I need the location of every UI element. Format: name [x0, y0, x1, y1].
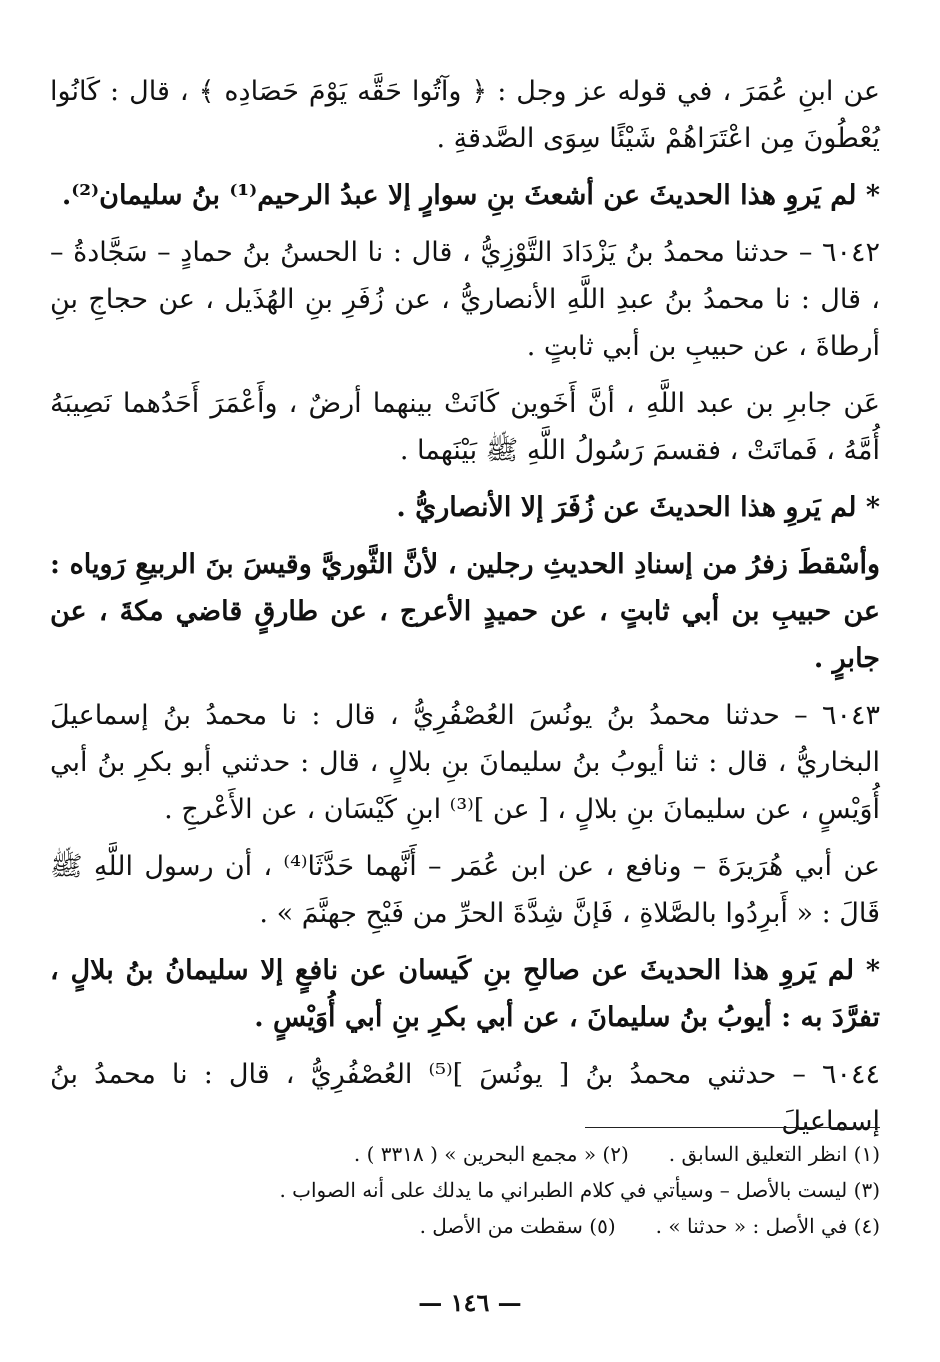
footnote-row — [60, 1136, 880, 1172]
footnote-3: (٣) ليست بالأصل – وسيأتي في كلام الطبراني ما يدلك على أنه الصواب . — [279, 1178, 880, 1202]
footnote-5: (٥) سقطت من الأصل . — [419, 1214, 616, 1238]
footnote-2: (٢) « مجمع البحرين » ( ٣٣١٨ ) . — [353, 1142, 629, 1166]
paragraph-4: عَن جابرِ بن عبد اللَّهِ ، أنَّ أَخَوين كَانَتْ بينهما أرضٌ ، وأَعْمَرَ أَحَدُهما نَصِيبَهُ أُمَّهُ ، فَماتَتْ ، فقسمَ رَسُولُ اللَّهِ ﷺ بَيْنَهما . — [50, 388, 880, 466]
footnote-row — [60, 1208, 880, 1244]
footnote-row — [60, 1172, 880, 1208]
footnotes — [60, 1136, 880, 1244]
footnote-4: (٤) في الأصل : « حدثنا » . — [655, 1214, 880, 1238]
paragraph-10: ٦٠٤٤ – حدثني محمدُ بنُ [ يونُسَ ]⁽⁵⁾ العُصْفُرِيُّ ، قال : نا محمدُ بنُ إسماعيلَ — [50, 1059, 880, 1137]
page-number: — ١٤٦ — — [418, 1288, 522, 1317]
footnote-1: (١) انظر التعليق السابق . — [668, 1142, 880, 1166]
page-body — [50, 68, 880, 1155]
paragraph-7: ٦٠٤٣ – حدثنا محمدُ بنُ يونُسَ العُصْفُرِيُّ ، قال : نا محمدُ بنُ إسماعيلَ البخاريُّ ، قال : ثنا أيوبُ بنُ سليمانَ بنِ بلالٍ ، قال : حدثني أبو بكرِ بنُ أبي أُوَيْسٍ ، عن سليمانَ بنِ بلالٍ ، [ عن ]⁽³⁾ ابنِ كَيْسَان ، عن الأَعْرجِ . — [50, 700, 880, 825]
paragraph-6: وأسْقطَ زفرُ من إسنادِ الحديثِ رجلين ، لأنَّ الثَّوريَّ وقيسَ بنَ الربيعِ رَوياه : عن حبيبِ بن أبي ثابتٍ ، عن حميدٍ الأعرج ، عن طارقٍ قاضي مكةَ ، عن جابرٍ . — [50, 549, 880, 674]
paragraph-3: ٦٠٤٢ – حدثنا محمدُ بنُ يَزْدَادَ التَّوْزِيُّ ، قال : نا الحسنُ بنُ حمادٍ – سَجَّادةُ – ، قال : نا محمدُ بنُ عبدِ اللَّهِ الأنصاريُّ ، عن زُفَرِ بنِ الهُذَيل ، عن حجاجِ بنِ أرطاةَ ، عن حبيبِ بن أبي ثابتٍ . — [50, 237, 880, 362]
paragraph-1: عن ابنِ عُمَرَ ، في قوله عز وجل : ﴿ وآتُوا حَقَّه يَوْمَ حَصَادِه ﴾ ، قال : كَانُوا يُعْطُونَ مِن اعْتَرَاهُمْ شَيْئًا سِوَى الصَّدقةِ . — [50, 76, 880, 154]
paragraph-9: * لم يَروِ هذا الحديثَ عن صالحِ بنِ كَيسان عن نافعٍ إلا سليمانُ بنُ بلالٍ ، تفرَّدَ به : أيوبُ بنُ سليمانَ ، عن أبي بكرِ بنِ أبي أُوَيْسٍ . — [50, 955, 880, 1033]
paragraph-2: * لم يَروِ هذا الحديثَ عن أشعثَ بنِ سوارٍ إلا عبدُ الرحيم⁽¹⁾ بنُ سليمان⁽²⁾. — [61, 180, 880, 211]
footnote-divider — [585, 1127, 880, 1128]
paragraph-5: * لم يَروِ هذا الحديثَ عن زُفَرَ إلا الأنصاريُّ . — [396, 492, 880, 523]
paragraph-8: عن أبي هُرَيرَةَ – ونافع ، عن ابن عُمَر – أَنَّهما حَدَّثَا⁽⁴⁾ ، أن رسول اللَّهِ ﷺ قَالَ : « أَبرِدُوا بالصَّلاةِ ، فَإنَّ شِدَّةَ الحرِّ من فَيْحِ جهنَّمَ » . — [50, 851, 880, 929]
